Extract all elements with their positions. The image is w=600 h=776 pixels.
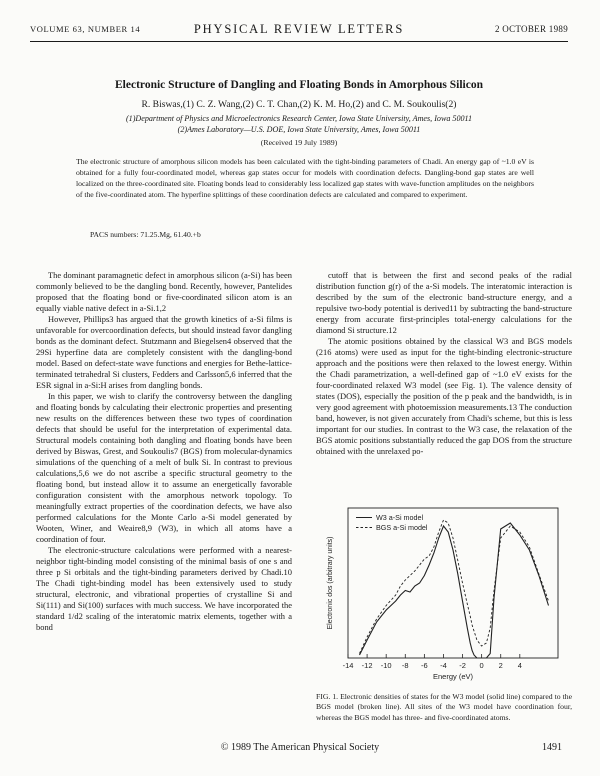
abstract: The electronic structure of amorphous silicon models has been calculated with the tight-binding parameters of Chadi. An energy gap of ~1.0 eV is obtained for a fully four-coordinated model, whereas gap states occur for models with coordination defects. Dangling-bond gap states are well localized on the three-coordinated site. Floating bonds lead to considerably less localized gap states with wave-function amplitudes on the neighbors of the five-coordinated atom. The hyperfine splittings of these coordination defects are calculated and compared to experiment. — [76, 157, 534, 199]
figure-1 — [318, 500, 568, 690]
received-date: (Received 19 July 1989) — [260, 138, 338, 147]
x-tick-label: 4 — [517, 661, 522, 670]
paragraph: The dominant paramagnetic defect in amorphous silicon (a-Si) has been commonly believed to be the dangling bond. Recently, however, Pantelides proposed that the floating bond or five-coordinated silicon atom is an equally viable native defect in a-Si.1,2 — [36, 270, 292, 313]
journal-name: PHYSICAL REVIEW LETTERS — [193, 22, 405, 36]
author-list: R. Biswas,(1) C. Z. Wang,(2) C. T. Chan,(2) K. M. Ho,(2) and C. M. Soukoulis(2) — [141, 99, 457, 110]
paragraph: However, Phillips3 has argued that the growth kinetics of a-Si films is unfavorable for overcoordination defects, but should instead favor dangling bonds as the dominant defect. Stutzmann and Biegelsen4 observed that the 29Si hyperfine data are completely consistent with the dangling-bond model. Based on defect-state wave functions and energies for Bethe-lattice-terminated tetrahedral Si clusters, Fedders and Carlsson5,6 inferred that the ESR signal in a-Si:H arises from dangling bonds. — [36, 314, 292, 390]
issue-date: 2 OCTOBER 1989 — [494, 24, 568, 34]
right-column — [316, 270, 572, 457]
paragraph: The atomic positions obtained by the classical W3 and BGS models (216 atoms) were used as input for the tight-binding electronic-structure approach and the positions were then relaxed to the lowest energy. Within the Chadi parametrization, a well-defined gap of ~1.0 eV exists for the four-coordinated relaxed W3 model (see Fig. 1). The valence density of states (DOS), especially the position of the p peak and the bandwidth, is in very good agreement with photoemission measurements.13 The conduction band, however, is not given accurately from Chadi's scheme, but this is less important for our studies. In contrast to the W3 case, the relaxation of the BGS atomic positions substantially reduced the gap DOS from the structure obtained with the unrelaxed po- — [316, 336, 572, 456]
x-tick-label: -2 — [459, 661, 466, 670]
legend-entry: BGS a-Si model — [376, 523, 428, 532]
legend-entry: W3 a-Si model — [376, 513, 424, 522]
x-tick-label: -6 — [421, 661, 428, 670]
paragraph: cutoff that is between the first and second peaks of the radial distribution function g(r) of the a-Si models. The interatomic interaction is described by the sum of the electronic band-structure energy, and a repulsive two-body potential is derived11 by subtracting the band-structure energy from accurate first-principles total-energy calculations for the diamond Si structure.12 — [316, 270, 572, 335]
y-axis-label: Electronic dos (arbitrary units) — [327, 536, 334, 630]
x-tick-label: -10 — [380, 661, 392, 670]
copyright: © 1989 The American Physical Society — [220, 742, 380, 753]
x-tick-label: -14 — [342, 661, 354, 670]
affiliation-1: (1)Department of Physics and Microelectronics Research Center, Iowa State University, Ames, Iowa 50011 — [125, 114, 473, 123]
dos-chart — [318, 500, 568, 690]
x-axis-label: Energy (eV) — [432, 672, 474, 681]
x-tick-label: 0 — [479, 661, 484, 670]
x-tick-label: -4 — [440, 661, 447, 670]
header-rule — [30, 41, 568, 42]
pacs-numbers: PACS numbers: 71.25.Mg, 61.40.+b — [90, 230, 201, 239]
affiliation-2: (2)Ames Laboratory—U.S. DOE, Iowa State University, Ames, Iowa 50011 — [177, 125, 421, 134]
x-tick-label: -12 — [361, 661, 373, 670]
figure-caption: FIG. 1. Electronic densities of states for the W3 model (solid line) compared to the BGS model (broken line). All sites of the W3 model have coordination four, whereas the BGS model has three- and five-coordinated atoms. — [316, 692, 572, 722]
x-tick-label: 2 — [498, 661, 503, 670]
x-tick-label: -8 — [401, 661, 409, 670]
volume-number: VOLUME 63, NUMBER 14 — [30, 24, 141, 34]
running-head — [30, 22, 568, 36]
paragraph: The electronic-structure calculations were performed with a nearest-neighbor tight-binding model consisting of the minimal basis of one s and three p Si orbitals and the tight-binding parameters derived by Chadi.10 The Chadi tight-binding model has been extensively used to study structural, electronic, and vibrational properties of crystalline Si and Si(111) and Si(100) surfaces with much success. We have incorporated the standard 1/d2 scaling of the interatomic matrix elements, together with a bond — [36, 545, 292, 632]
left-column — [36, 270, 292, 633]
article-title: Electronic Structure of Dangling and Floating Bonds in Amorphous Silicon — [115, 79, 483, 91]
series-line-bgs — [360, 520, 549, 654]
paragraph: In this paper, we wish to clarify the controversy between the dangling and floating bonds by calculating their electronic properties and presenting new results on the differences between these two types of coordination defects that should be useful for the interpretation of experimental data. Structural models containing both dangling and floating bonds have been derived by Biswas, Grest, and Soukoulis7 (BGS) from molecular-dynamics simulations of the quenching of a melt of bulk Si. In contrast to previous calculations,5,6 we do not ascribe a specific structural geometry to the floating bond, but instead allow it to assume an energetically favorable configuration consistent with the amorphous network topology. To meaningfully extract properties of the coordination defects, we have also performed calculations for the Monte Carlo a-Si model generated by Wooten, Winer, and Weaire8,9 (W3), in which all atoms have a coordination of four. — [36, 391, 292, 544]
page-number: 1491 — [542, 742, 562, 753]
